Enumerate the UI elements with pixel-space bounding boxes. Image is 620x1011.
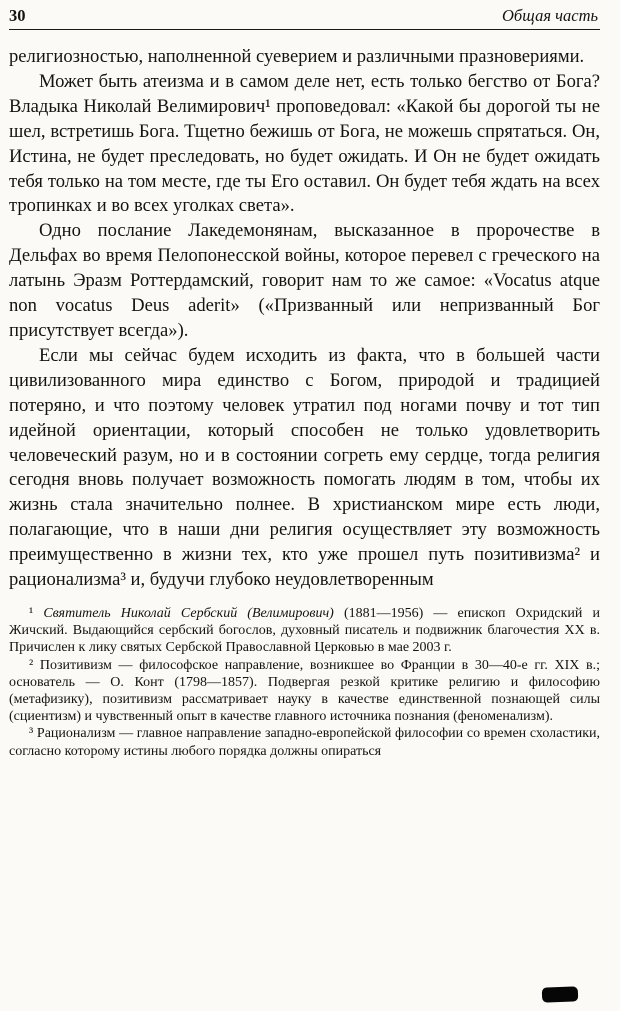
footnote-3 xyxy=(9,725,600,759)
running-header xyxy=(9,6,600,29)
paragraph-4: Если мы сейчас будем исходить из факта, что в большей части цивилизованного мира единство с Богом, природой и традицией потеряно, и что поэтому человек утратил под ногами почву и тот тип идейной ориентации, который способен не только удовлетворить человеческий разум, но и в состоянии согреть ему сердце, тогда религия сегодня вновь получает возможность помогать людям в том, чтобы их жизнь стала значительно полнее. В христианском мире есть люди, полагающие, что в наши дни религия осуществляет эту возможность преимущественно в жизни тех, кто уже прошел путь позитивизма² и рационализма³ и, будучи глубоко неудовлетворенным xyxy=(9,344,600,591)
header-divider xyxy=(9,29,600,30)
page-number: 30 xyxy=(9,6,26,25)
section-title: Общая часть xyxy=(502,6,598,25)
footnote-3-marker: ³ xyxy=(29,726,34,742)
footnote-1-text: (1881—1956) — епископ Охридский и Жичский. Выдающийся сербский богослов, духовный писатель и подвижник благочестия XX в. Причислен к лику святых Сербской Православной Церковью в мае 2003 г. xyxy=(9,605,601,656)
paragraph-1: религиозностью, наполненной суеверием и различными празновериями. xyxy=(9,46,585,67)
footnote-1-marker: ¹ xyxy=(29,605,34,621)
footnote-1 xyxy=(9,605,600,657)
body-text xyxy=(9,45,600,593)
footnotes-block xyxy=(9,605,600,760)
footnote-3-text: Рационализм — главное направление западно-европейской философии со времен схоластики, согласно которому истины любого порядка должны опираться xyxy=(9,726,600,759)
paragraph-3: Одно послание Лакедемонянам, высказанное в пророчестве в Дельфах во время Пелопонесской войны, которое перевел с греческого на латынь Эразм Роттердамский, говорит нам то же самое: «Vocatus atque non vocatus Deus aderit» («Призванный или непризванный Бог присутствует всегда»). xyxy=(9,220,600,341)
scan-artifact xyxy=(542,986,579,1002)
footnote-2-text: Позитивизм — философское направление, возникшее во Франции в 30—40-е гг. XIX в.; основатель — О. Конт (1798—1857). Подвергая резкой критике религию и философию (метафизику), позитивизм рассматривает науку в качестве единственной познающей силы (сциентизм) и чувственный опыт в качестве главного источника познания (феноменализм). xyxy=(9,657,600,725)
footnote-1-italic-lead: Святитель Николай Сербский (Велимирович) xyxy=(43,605,334,621)
paragraph-2: Может быть атеизма и в самом деле нет, есть только бегство от Бога? Владыка Николай Велимирович¹ проповедовал: «Какой бы дорогой ты не шел, встретишь Бога. Тщетно бежишь от Бога, не можешь спрятаться. Он, Истина, не будет преследовать, но будет ожидать. И Он не будет ожидать тебя только на том месте, где ты Его оставил. Он будет тебя ждать на всех тропинках и во всех уголках света». xyxy=(9,70,600,217)
footnote-2-marker: ² xyxy=(29,657,34,673)
footnote-2 xyxy=(9,657,600,726)
